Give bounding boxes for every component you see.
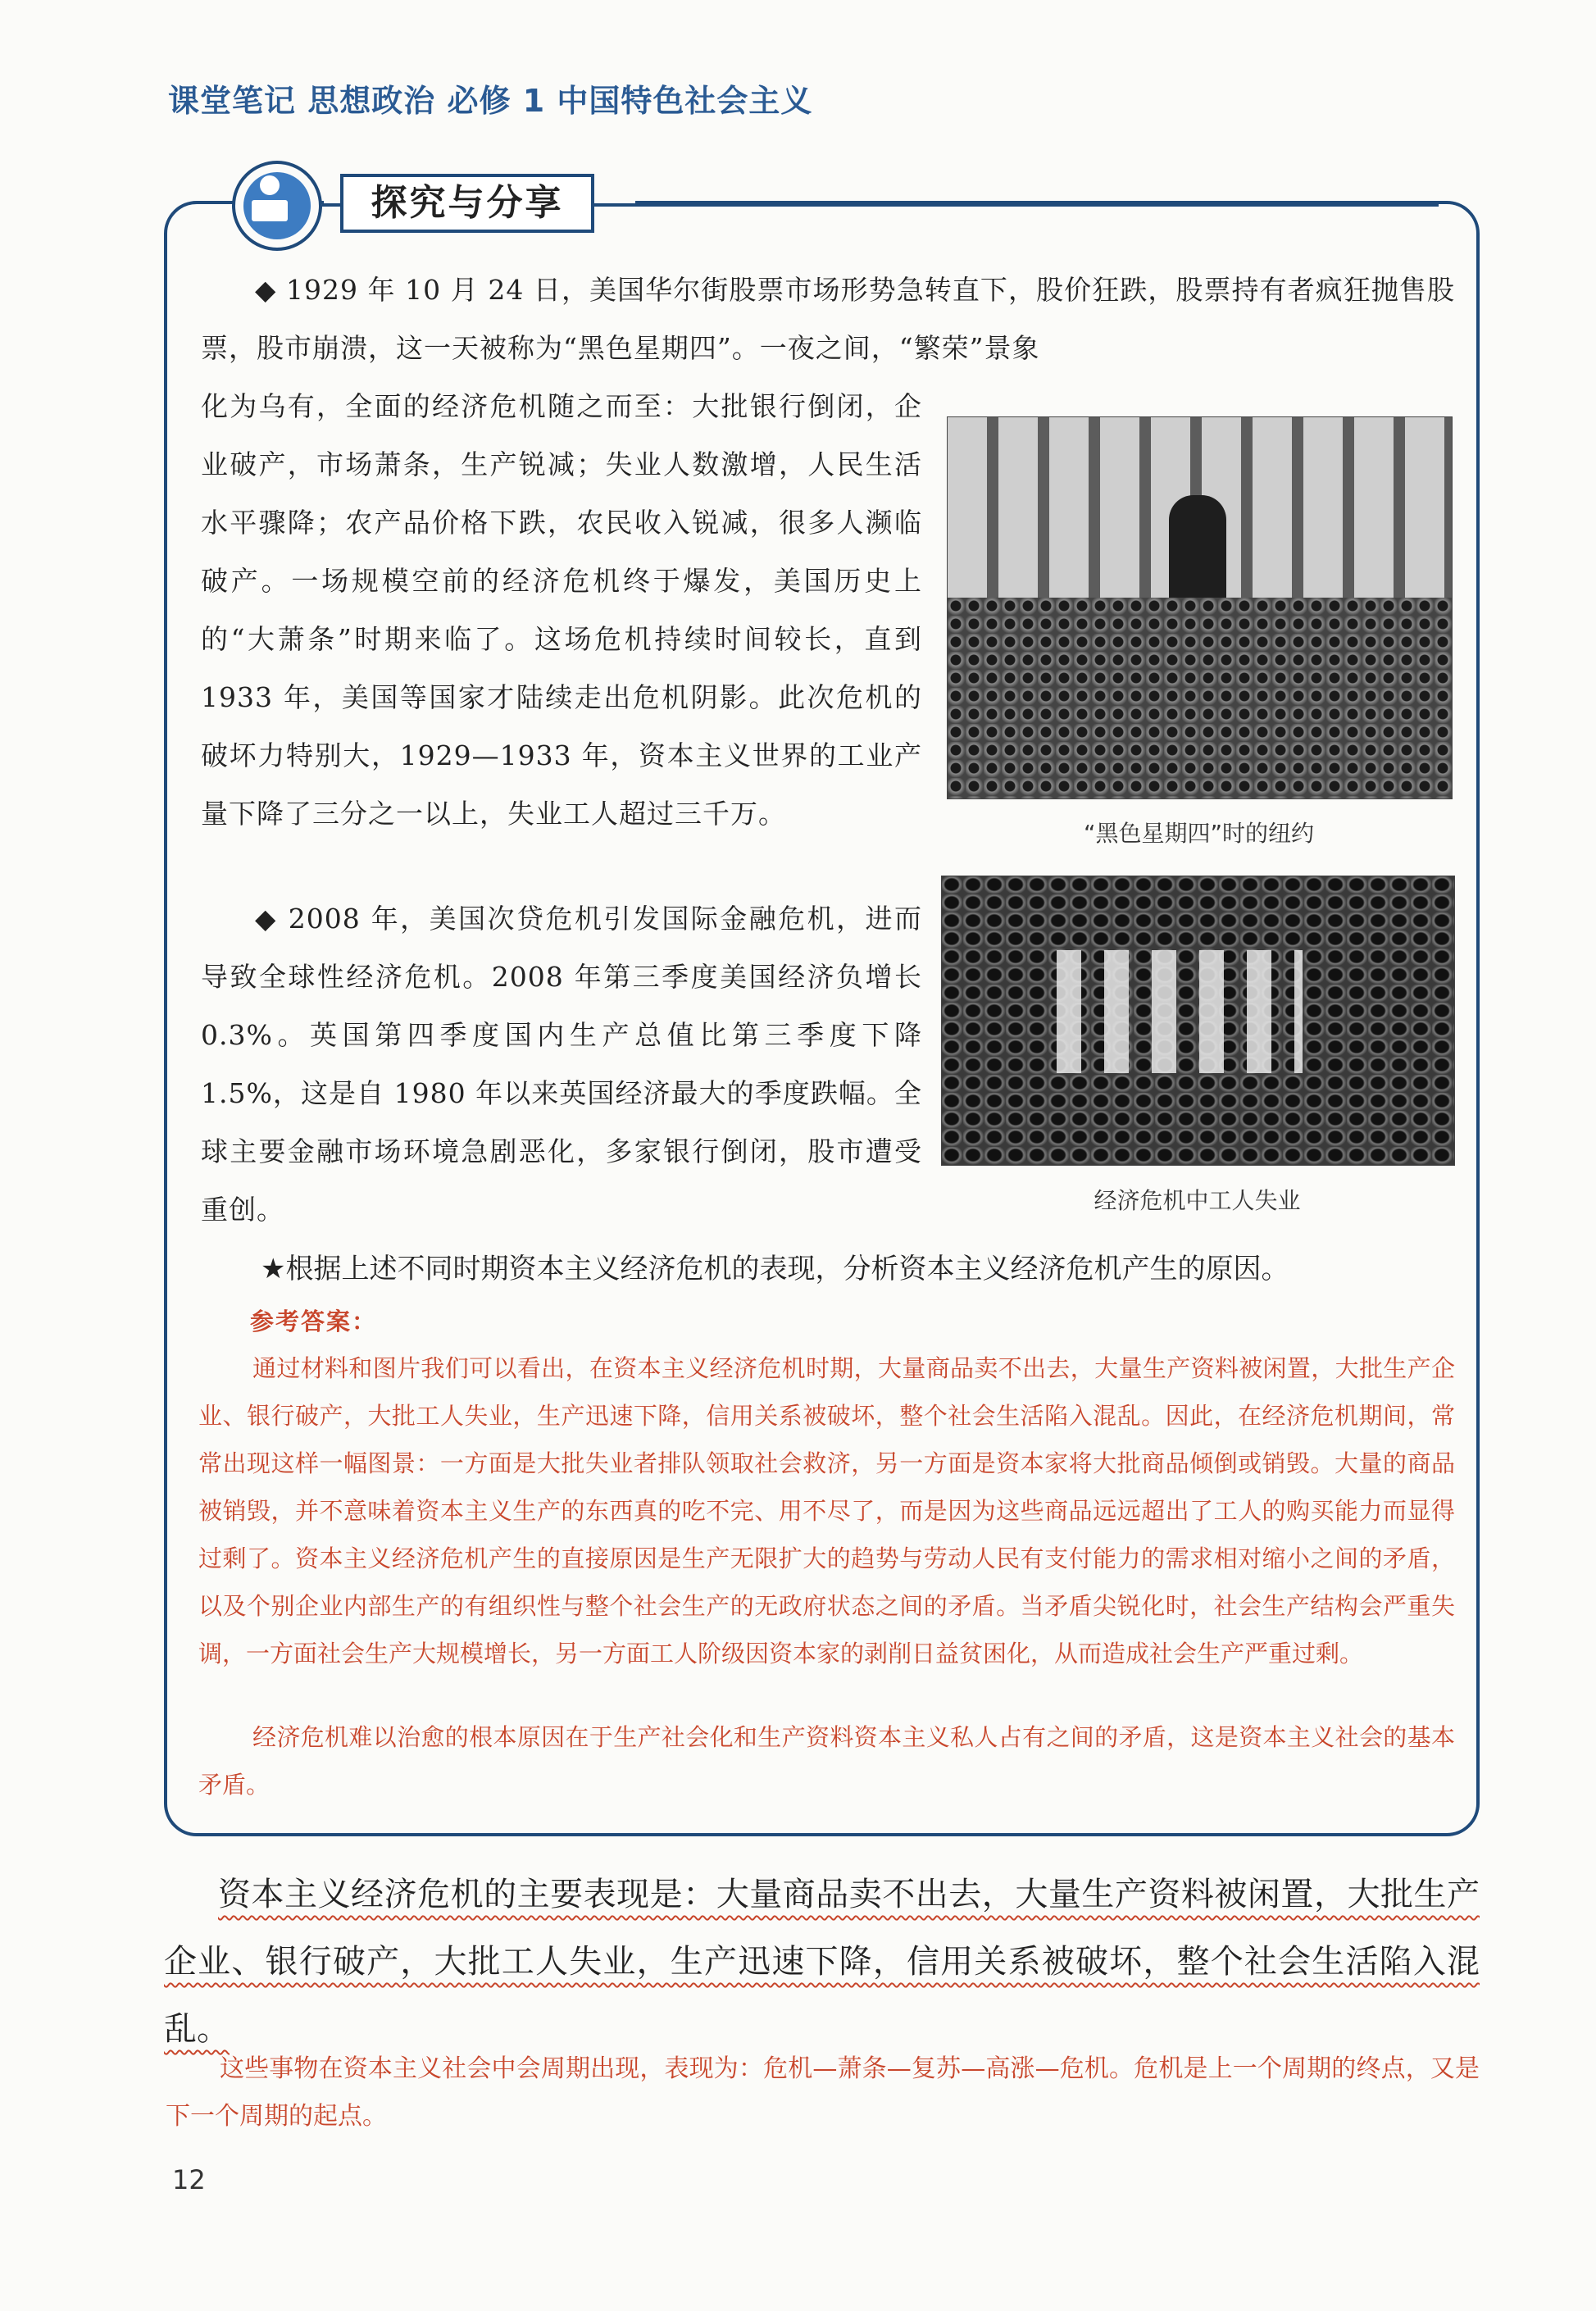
cycle-note: 这些事物在资本主义社会中会周期出现，表现为：危机—萧条—复苏—高涨—危机。危机是上一个周期的终点，又是下一个周期的起点。 [166, 2054, 1480, 2131]
reader-icon [232, 161, 322, 251]
answer-text-1: 通过材料和图片我们可以看出，在资本主义经济危机时期，大量商品卖不出去，大量生产资料被闲置，大批生产企业、银行破产，大批工人失业，生产迅速下降，信用关系被破坏，整个社会生活陷入混乱。因此，在经济危机期间，常常出现这样一幅图景：一方面是大批失业者排队领取社会救济，另一方面是资本家将大批商品倾倒或销毁。大量的商品被销毁，并不意味着资本主义生产的东西真的吃不完、用不尽了，而是因为这些商品远远超出了工人的购买能力而显得过剩了。资本主义经济危机产生的直接原因是生产无限扩大的趋势与劳动人民有支付能力的需求相对缩小之间的矛盾，以及个别企业内部生产的有组织性与整个社会生产的无政府状态之间的矛盾。当矛盾尖锐化时，社会生产结构会严重失调，一方面社会生产大规模增长，另一方面工人阶级因资本家的剥削日益贫困化，从而造成社会生产严重过剩。 [198, 1354, 1455, 1667]
answer-text-2: 经济危机难以治愈的根本原因在于生产社会化和生产资料资本主义私人占有之间的矛盾，这是资本主义社会的基本矛盾。 [198, 1723, 1455, 1799]
badge-rule [594, 203, 1439, 207]
section-title: 探究与分享 [340, 174, 594, 233]
paragraph-1929-body: 化为乌有，全面的经济危机随之而至：大批银行倒闭，企业破产，市场萧条，生产锐减；失业人数激增，人民生活水平骤降；农产品价格下跌，农民收入锐减，很多人濒临破产。一场规模空前的经济危机终于爆发，美国历史上的“大萧条”时期来临了。这场危机持续时间较长，直到 1933 年，美国等国家才陆续走出危机阴影。此次危机的破坏力特别大，1929—1933 年，资本主义世界的工业产量下降了三分之一以上，失业工人超过三千万。 [201, 390, 922, 830]
photo-black-thursday [947, 416, 1453, 799]
running-header: 课堂笔记 思想政治 必修 1 中国特色社会主义 [168, 83, 813, 119]
photo-unemployed-workers [941, 876, 1455, 1166]
caption-unemployed-workers: 经济危机中工人失业 [1094, 1187, 1301, 1214]
paragraph-1929-head: ◆ 1929 年 10 月 24 日，美国华尔街股票市场形势急转直下，股价狂跌，股票持有者疯狂抛售股票，股市崩溃，这一天被称为“黑色星期四”。一夜之间，“繁荣”景象 [201, 274, 1455, 364]
badge-connector [322, 203, 340, 207]
summary-underlined: 资本主义经济危机的主要表现是：大量商品卖不出去，大量生产资料被闲置，大批生产企业、银行破产，大批工人失业，生产迅速下降，信用关系被破坏，整个社会生活陷入混乱。 [164, 1876, 1480, 2048]
summary-note [164, 1861, 1480, 2063]
question: ★根据上述不同时期资本主义经济危机的表现，分析资本主义经济危机产生的原因。 [261, 1253, 1289, 1285]
paragraph-2008: ◆ 2008 年，美国次贷危机引发国际金融危机，进而导致全球性经济危机。2008 年第三季度美国经济负增长 0.3%。英国第四季度国内生产总值比第三季度下降 1.5%，这是自 1980 年以来英国经济最大的季度跌幅。全球主要金融市场环境急剧恶化，多家银行倒闭，股市遭受重创。 [201, 903, 922, 1226]
page-number: 12 [172, 2164, 206, 2195]
caption-black-thursday: “黑色星期四”时的纽约 [1083, 820, 1314, 847]
answer-label: 参考答案： [250, 1308, 378, 1335]
